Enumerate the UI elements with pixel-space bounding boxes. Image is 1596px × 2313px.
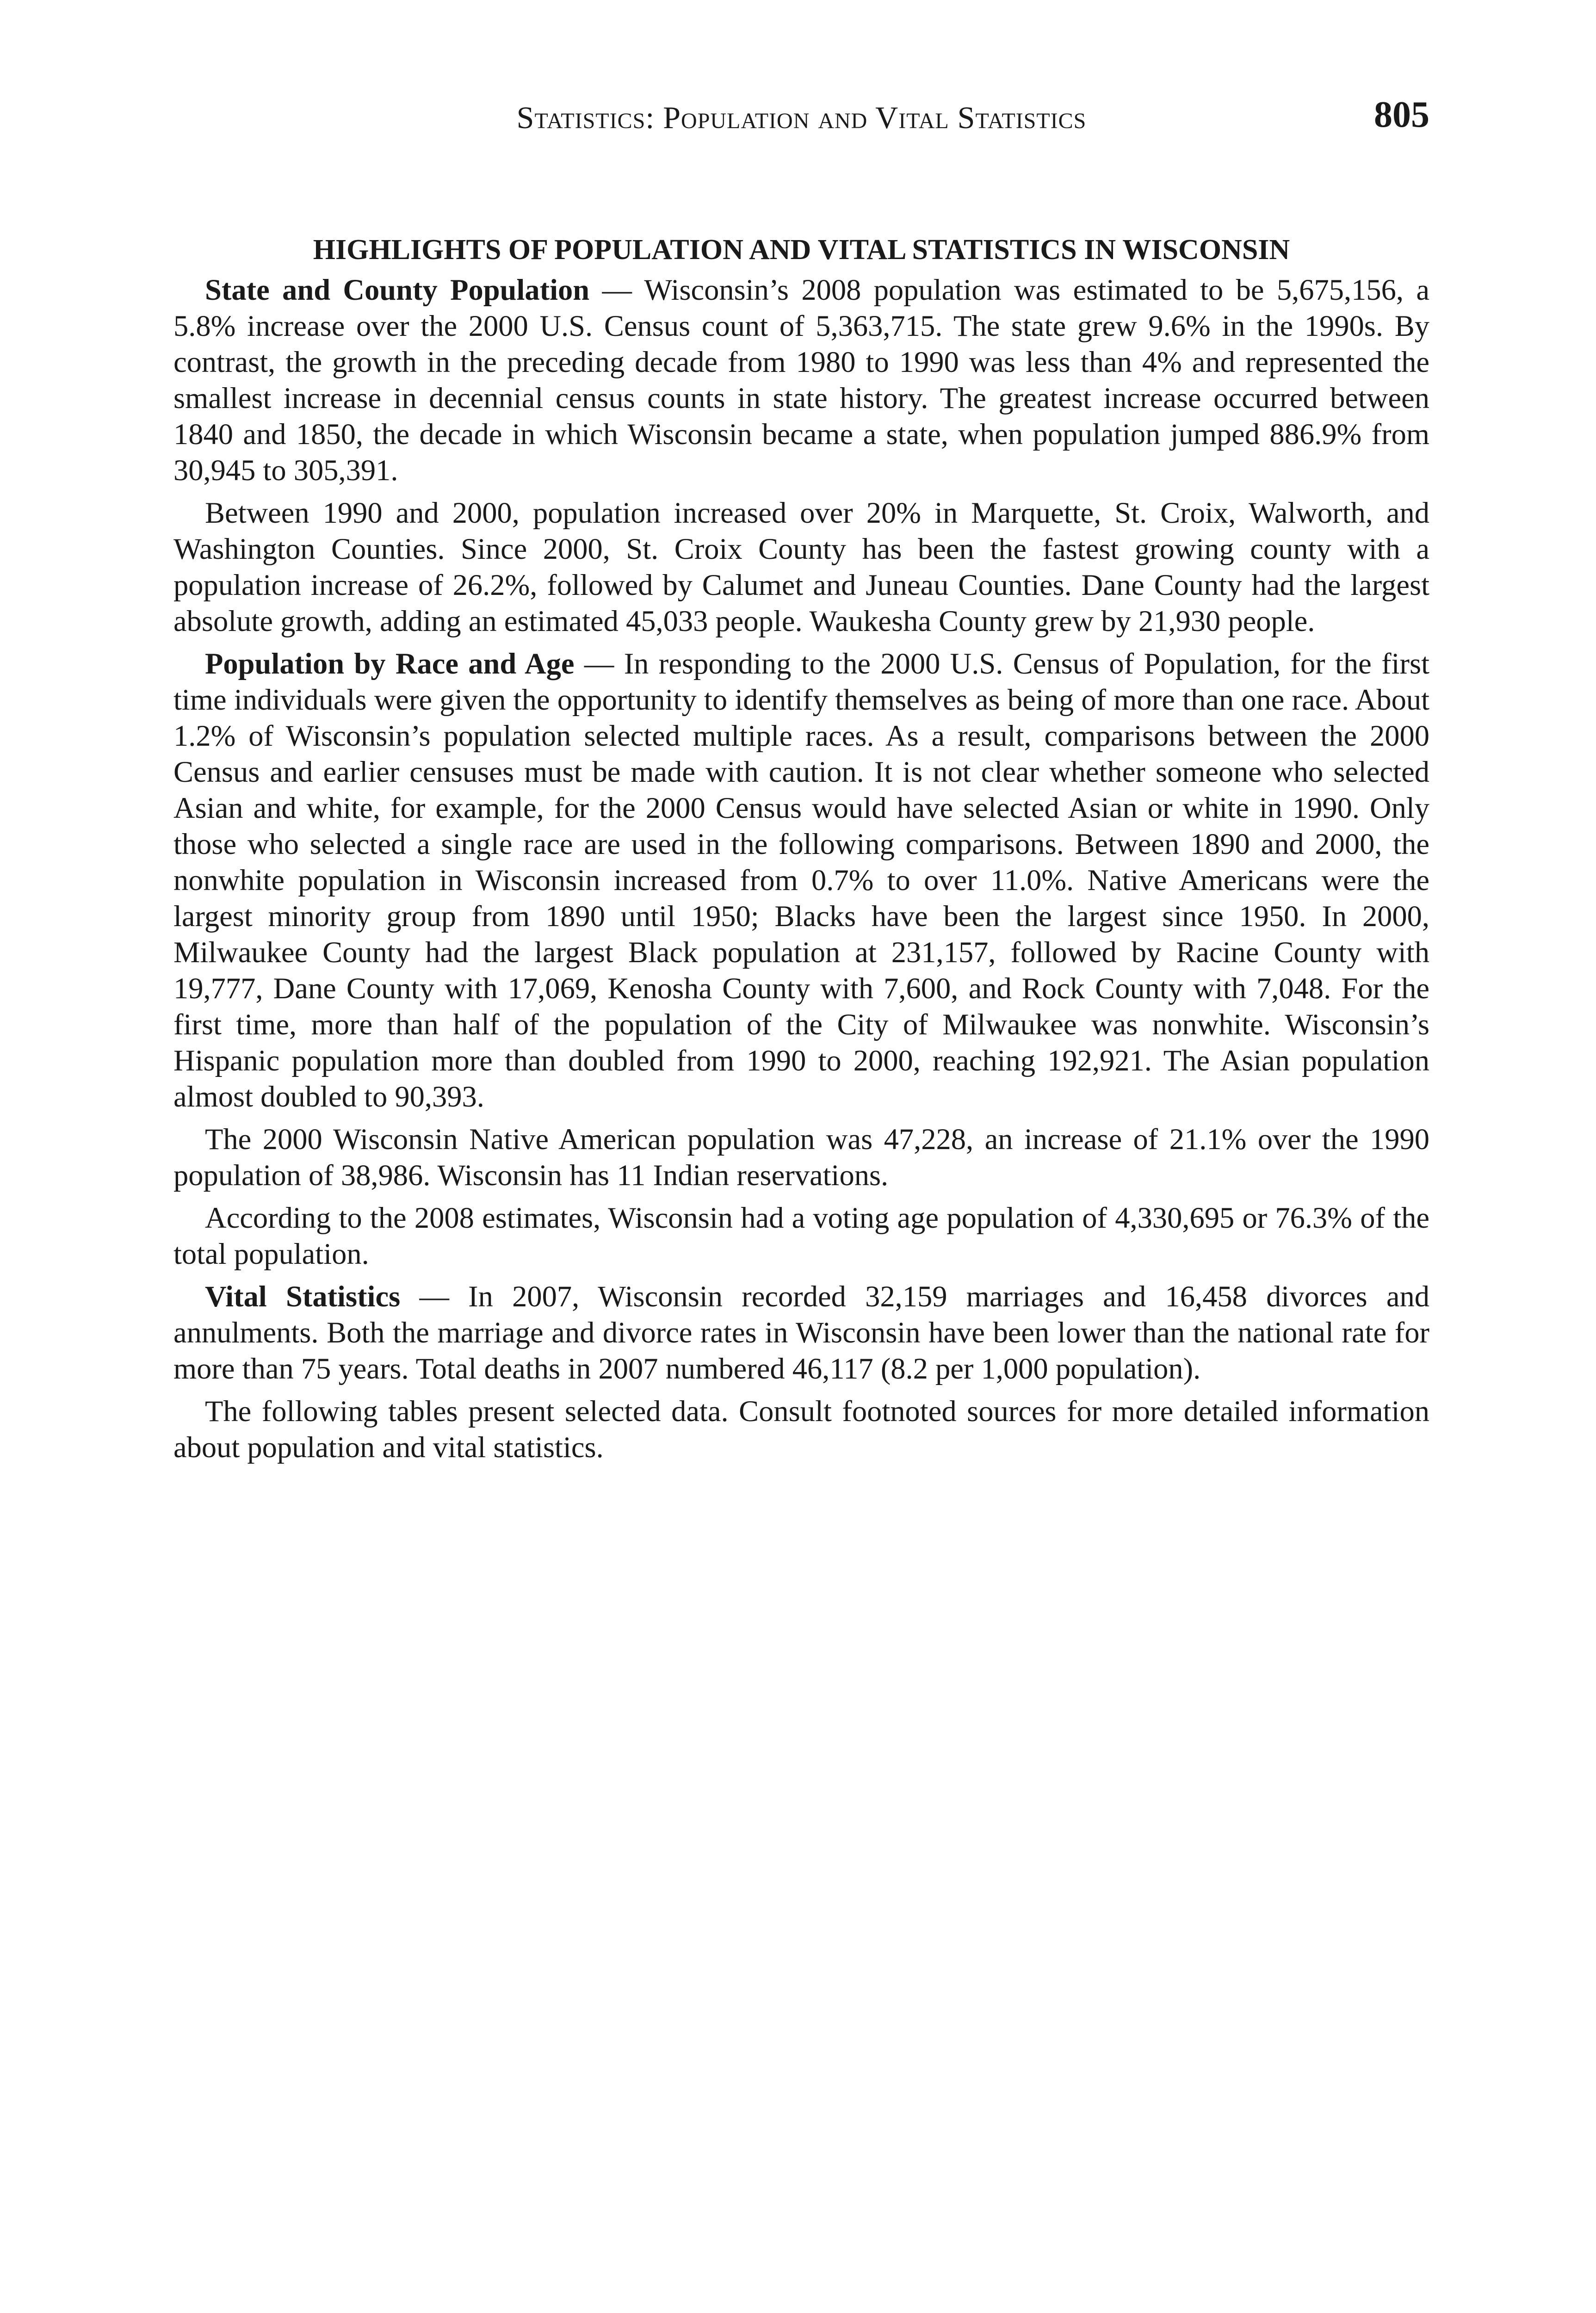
paragraph-race-and-age: [173, 646, 1429, 1115]
paragraph-text: The following tables present selected data. Consult footnoted sources for more detailed information about population and vital statistics.: [173, 1395, 1429, 1464]
paragraph-text: — In responding to the 2000 U.S. Census of Population, for the first time individuals were given the opportunity to identify themselves as being of more than one race. About 1.2% of Wisconsin’s population selected multiple races. As a result, comparisons between the 2000 Census and earlier censuses must be made with caution. It is not clear whether someone who selected Asian and white, for example, for the 2000 Census would have selected Asian or white in 1990. Only those who selected a single race are used in the following comparisons. Between 1890 and 2000, the nonwhite population in Wisconsin increased from 0.7% to over 11.0%. Native Americans were the largest minority group from 1890 until 1950; Blacks have been the largest since 1950. In 2000, Milwaukee County had the largest Black population at 231,157, followed by Racine County with 19,777, Dane County with 17,069, Kenosha County with 7,600, and Rock County with 7,048. For the first time, more than half of the population of the City of Milwaukee was nonwhite. Wisconsin’s Hispanic population more than doubled from 1990 to 2000, reaching 192,921. The Asian population almost doubled to 90,393.: [173, 647, 1430, 1113]
paragraph-state-county-population: [173, 272, 1429, 489]
article-body: [173, 231, 1429, 1472]
paragraph-county-growth: [173, 495, 1429, 639]
paragraph-voting-age: [173, 1200, 1429, 1272]
running-header: [173, 90, 1429, 146]
paragraph-tables-note: [173, 1393, 1429, 1466]
run-in-heading: Population by Race and Age: [205, 647, 575, 680]
page-number: 805: [1374, 94, 1429, 135]
paragraph-text: Between 1990 and 2000, population increased over 20% in Marquette, St. Croix, Walworth, and Washington Counties. Since 2000, St. Croix County has been the fastest growing county with a population increase of 26.2%, followed by Calumet and Juneau Counties. Dane County had the largest absolute growth, adding an estimated 45,033 people. Waukesha County grew by 21,930 people.: [173, 496, 1429, 637]
paragraph-text: — In 2007, Wisconsin recorded 32,159 marriages and 16,458 divorces and annulments. Both the marriage and divorce rates in Wisconsin have been lower than the national rate for more than 75 years. Total deaths in 2007 numbered 46,117 (8.2 per 1,000 population).: [173, 1280, 1429, 1385]
running-title: Statistics: Population and Vital Statistics: [516, 100, 1087, 135]
paragraph-text: — Wisconsin’s 2008 population was estimated to be 5,675,156, a 5.8% increase over the 2000 U.S. Census count of 5,363,715. The state grew 9.6% in the 1990s. By contrast, the growth in the preceding decade from 1980 to 1990 was less than 4% and represented the smallest increase in decennial census counts in state history. The greatest increase occurred between 1840 and 1850, the decade in which Wisconsin became a state, when population jumped 886.9% from 30,945 to 305,391.: [173, 273, 1429, 487]
section-title: HIGHLIGHTS OF POPULATION AND VITAL STATISTICS IN WISCONSIN: [313, 234, 1290, 266]
paragraph-vital-statistics: [173, 1279, 1429, 1387]
paragraph-native-american: [173, 1121, 1429, 1194]
paragraph-text: The 2000 Wisconsin Native American population was 47,228, an increase of 21.1% over the 1990 population of 38,986. Wisconsin has 11 Indian reservations.: [173, 1123, 1429, 1192]
paragraph-text: According to the 2008 estimates, Wisconsin had a voting age population of 4,330,695 or 76.3% of the total population.: [173, 1201, 1429, 1270]
run-in-heading: State and County Population: [205, 273, 590, 306]
run-in-heading: Vital Statistics: [205, 1280, 401, 1313]
